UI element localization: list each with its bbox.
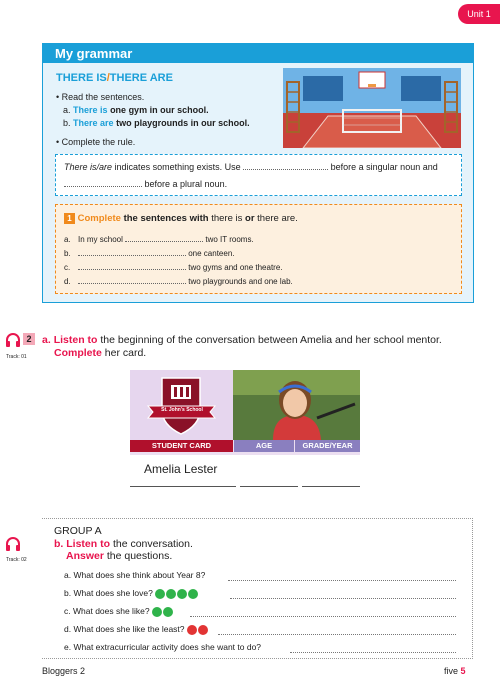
question-b <box>64 588 199 599</box>
exercise-1-keyword: Complete <box>77 213 121 224</box>
sad-face-icon <box>187 625 197 635</box>
question-b-text: What does she love? <box>73 588 153 598</box>
question-d <box>64 624 209 635</box>
answer-a-line[interactable] <box>228 580 456 581</box>
question-e <box>64 642 261 652</box>
school-crest-icon <box>130 370 233 440</box>
answer-e-line[interactable] <box>290 652 456 653</box>
exercise-2b-text: the conversation. <box>112 538 193 550</box>
item-d-blank[interactable] <box>78 275 186 284</box>
student-photo <box>233 370 360 440</box>
grade-label: GRADE/YEAR <box>295 440 360 452</box>
exercise-2b-keyword: Listen to <box>66 538 111 550</box>
rule-text-2: before a singular noun and <box>330 162 438 172</box>
question-d-label: d. <box>64 624 72 634</box>
grammar-heading <box>56 72 173 84</box>
sad-face-icon <box>198 625 208 635</box>
item-a-after: two IT rooms. <box>205 235 254 244</box>
name-line <box>130 486 236 487</box>
track-01: Track: 01 <box>6 354 27 360</box>
exercise-2a-text-2: her card. <box>104 347 147 359</box>
student-name: Amelia Lester <box>144 462 218 476</box>
item-a-label: a. <box>64 235 71 244</box>
sentence-a-rest: one gym in our school. <box>110 105 209 115</box>
sentence-b-rest: two playgrounds in our school. <box>116 118 250 128</box>
exercise-1-item-b <box>64 247 235 258</box>
sentence-a-label: a. <box>63 105 71 115</box>
happy-face-icon <box>163 607 173 617</box>
exercise-1-number: 1 <box>64 213 75 224</box>
question-b-label: b. <box>64 588 72 598</box>
question-c-label: c. <box>64 606 71 616</box>
headphones-icon-2[interactable] <box>5 537 21 551</box>
exercise-2b-keyword-2: Answer <box>66 550 104 562</box>
question-a-text: What does she think about Year 8? <box>73 570 206 580</box>
item-b-after: one canteen. <box>188 249 235 258</box>
sentence-b-keyword: There are <box>73 118 114 128</box>
question-a-label: a. <box>64 570 72 580</box>
grade-line[interactable] <box>302 486 360 487</box>
sentence-b <box>63 118 250 128</box>
happy-face-icon <box>152 607 162 617</box>
happy-face-icon <box>177 589 187 599</box>
exercise-2a-keyword-2: Complete <box>54 347 102 359</box>
exercise-2-number: 2 <box>23 333 35 345</box>
school-name: St. John's School <box>161 407 203 413</box>
exercise-2b-label: b. <box>54 538 64 550</box>
headphones-icon[interactable] <box>5 333 21 347</box>
exercise-1-text: the sentences with <box>123 213 209 224</box>
unit-tab-label: Unit 1 <box>467 9 491 19</box>
group-a-title: GROUP A <box>54 525 102 537</box>
exercise-1-item-d <box>64 275 293 286</box>
track-02: Track: 02 <box>6 557 27 563</box>
bullet-complete: • Complete the rule. <box>56 137 136 147</box>
question-a <box>64 570 205 580</box>
rule-text-1: indicates something exists. Use <box>114 162 241 172</box>
rule-blank-2[interactable] <box>64 178 142 187</box>
item-d-label: d. <box>64 277 71 286</box>
rule-keyword: There is/are <box>64 162 113 172</box>
rule-blank-1[interactable] <box>243 161 328 170</box>
sentence-a-keyword: There is <box>73 105 108 115</box>
item-b-label: b. <box>64 249 71 258</box>
item-b-blank[interactable] <box>78 247 186 256</box>
exercise-2b-text-2: the questions. <box>106 550 173 562</box>
exercise-2b-line-2 <box>66 550 172 562</box>
heading-there-is: THERE IS <box>56 72 107 84</box>
bullet-complete-text: Complete the rule. <box>61 137 136 147</box>
footer-page <box>444 666 466 676</box>
rule-line-2 <box>64 178 227 189</box>
gym-picture-icon <box>283 68 461 148</box>
exercise-1-option-1: there is <box>211 213 243 224</box>
age-label: AGE <box>234 440 294 452</box>
answer-b-line[interactable] <box>230 598 456 599</box>
item-c-after: two gyms and one theatre. <box>188 263 283 272</box>
exercise-2b-line-1 <box>54 538 193 550</box>
item-c-label: c. <box>64 263 71 272</box>
item-d-after: two playgrounds and one lab. <box>188 277 293 286</box>
exercise-1-option-2: there are. <box>257 213 298 224</box>
student-portrait-icon <box>233 370 360 440</box>
gym-illustration <box>283 68 461 148</box>
sentence-b-label: b. <box>63 118 71 128</box>
footer-book-title: Bloggers 2 <box>42 666 86 676</box>
exercise-2a-line-2 <box>54 347 146 359</box>
bullet-read: • Read the sentences. <box>56 92 145 102</box>
exercise-2a-text: the beginning of the conversation between Amelia and her school mentor. <box>100 334 442 346</box>
student-card-label: STUDENT CARD <box>130 440 233 452</box>
sentence-a <box>63 105 209 115</box>
exercise-1-item-a <box>64 233 254 244</box>
page-number: 5 <box>460 666 466 676</box>
happy-face-icon <box>188 589 198 599</box>
student-card <box>130 370 360 455</box>
item-c-blank[interactable] <box>78 261 186 270</box>
heading-there-are: THERE ARE <box>109 72 173 84</box>
rule-text-3: before a plural noun. <box>144 179 228 189</box>
school-logo-area <box>130 370 233 440</box>
exercise-1-instruction <box>64 213 298 224</box>
unit-tab <box>458 4 500 24</box>
bullet-read-text: Read the sentences. <box>61 92 145 102</box>
exercise-1-item-c <box>64 261 283 272</box>
exercise-2a-line-1 <box>42 334 442 346</box>
question-d-text: What does she like the least? <box>73 624 185 634</box>
question-c-text: What does she like? <box>73 606 150 616</box>
heading-separator: / <box>106 72 110 84</box>
question-e-label: e. <box>64 642 72 652</box>
exercise-1-box <box>55 204 462 294</box>
question-e-text: What extracurricular activity does she want to do? <box>73 642 262 652</box>
answer-d-line[interactable] <box>218 634 456 635</box>
exercise-2a-keyword: Listen to <box>53 334 98 346</box>
item-a-before: In my school <box>78 235 123 244</box>
exercise-1-or: or <box>245 213 255 224</box>
exercise-2a-label: a. <box>42 334 51 346</box>
grammar-box <box>42 43 474 303</box>
group-a-box <box>42 518 473 659</box>
answer-c-line[interactable] <box>190 616 456 617</box>
grammar-title: My grammar <box>43 44 473 63</box>
page-word: five <box>444 666 459 676</box>
rule-box <box>55 154 462 196</box>
age-line[interactable] <box>240 486 298 487</box>
happy-face-icon <box>166 589 176 599</box>
rule-line-1 <box>64 161 438 172</box>
happy-face-icon <box>155 589 165 599</box>
question-c <box>64 606 174 617</box>
item-a-blank[interactable] <box>125 233 203 242</box>
